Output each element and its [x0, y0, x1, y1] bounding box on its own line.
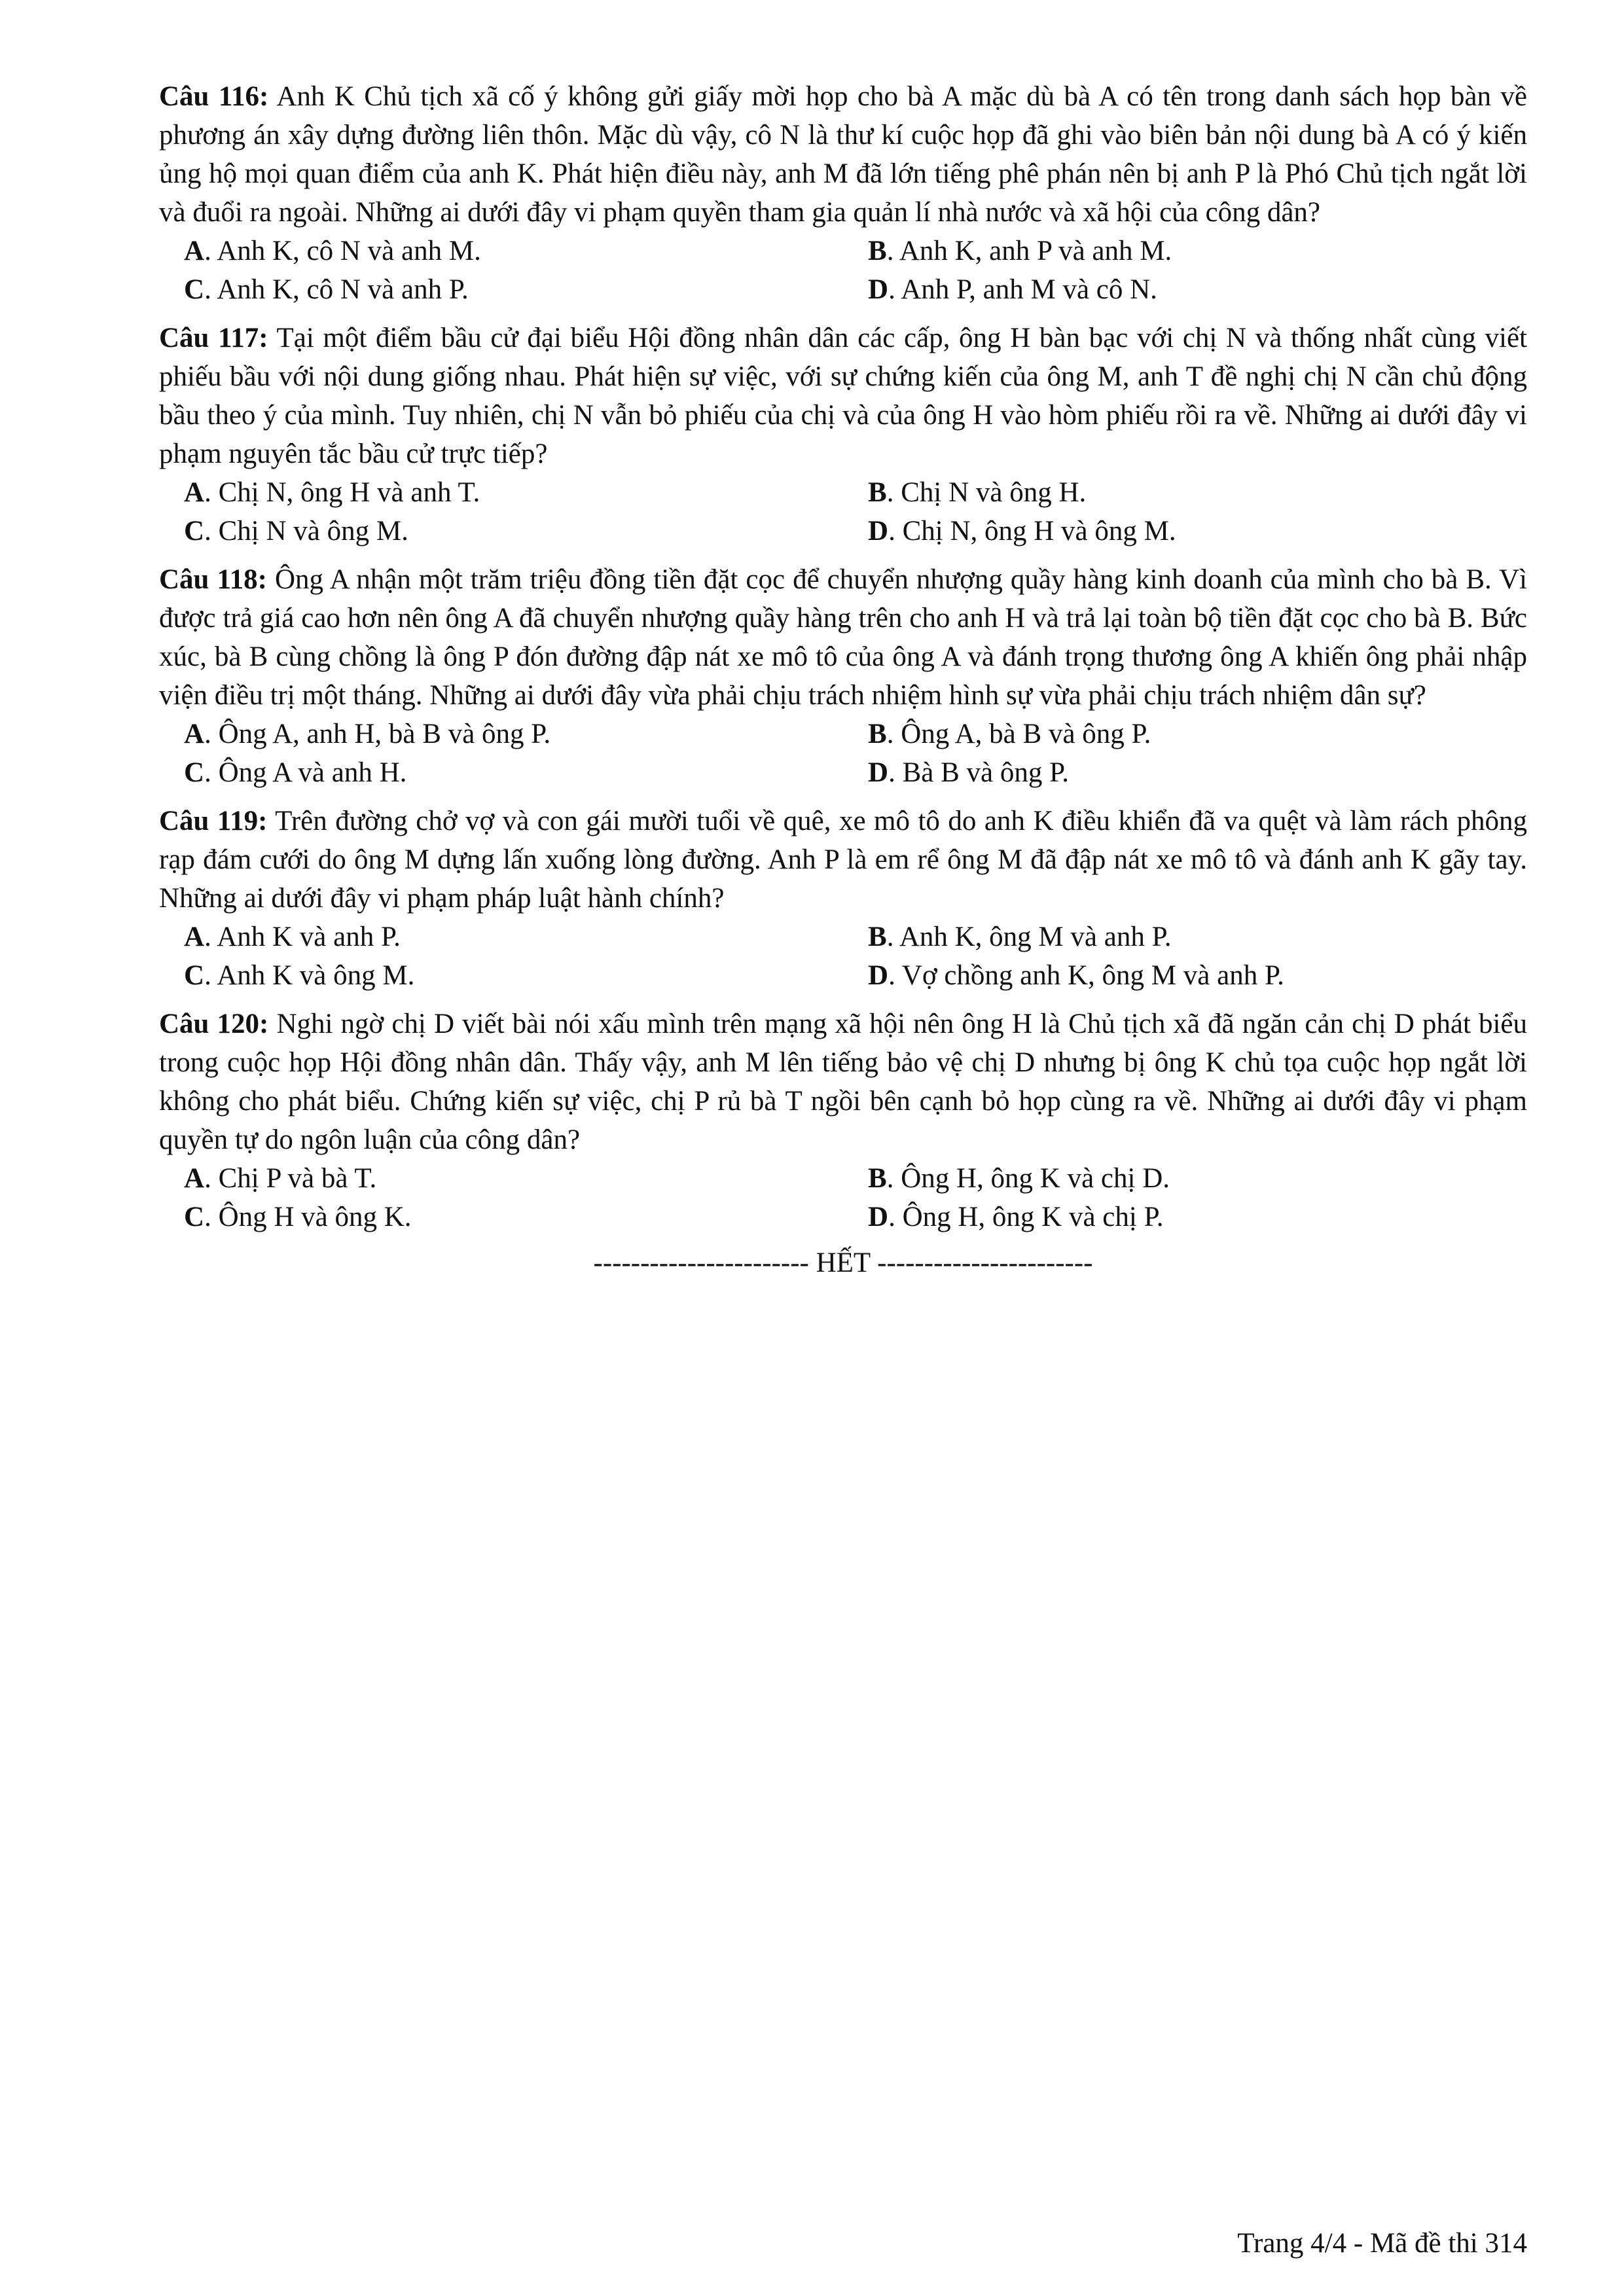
option-b	[868, 232, 1552, 270]
option-d	[868, 753, 1552, 792]
option-letter: C	[184, 960, 205, 991]
question-text: Ông A nhận một trăm triệu đồng tiền đặt cọc để chuyển nhượng quầy hàng kinh doanh của mình cho bà B. Vì được trả giá cao hơn nên ông A đã chuyển nhượng quầy hàng trên cho anh H và trả lại toàn bộ tiền đặt cọc cho bà B. Bức xúc, bà B cùng chồng là ông P đón đường đập nát xe mô tô của ông A và đánh trọng thương ông A khiến ông phải nhập viện điều trị một tháng. Những ai dưới đây vừa phải chịu trách nhiệm hình sự vừa phải chịu trách nhiệm dân sự?	[159, 564, 1528, 711]
question-117	[159, 319, 1527, 550]
option-letter: B	[868, 236, 887, 266]
option-letter: D	[868, 274, 889, 305]
option-letter: D	[868, 960, 889, 991]
option-text: . Ông H và ông K.	[204, 1202, 412, 1232]
option-a	[184, 473, 868, 512]
option-text: . Anh P, anh M và cô N.	[888, 274, 1157, 305]
answer-options	[184, 1159, 1527, 1236]
option-text: . Chị N, ông H và anh T.	[204, 477, 480, 508]
option-text: . Chị P và bà T.	[204, 1163, 377, 1194]
question-stem	[159, 1005, 1527, 1159]
option-letter: A	[184, 922, 205, 952]
question-number: Câu 117:	[159, 323, 268, 353]
question-number: Câu 118:	[159, 564, 267, 595]
option-letter: D	[868, 757, 889, 788]
option-text: . Anh K, cô N và anh P.	[204, 274, 469, 305]
question-text: Tại một điểm bầu cử đại biểu Hội đồng nhân dân các cấp, ông H bàn bạc với chị N và thống nhất cùng viết phiếu bầu với nội dung giống nhau. Phát hiện sự việc, với sự chứng kiến của ông M, anh T đề nghị chị N cần chủ động bầu theo ý của mình. Tuy nhiên, chị N vẫn bỏ phiếu của chị và của ông H vào hòm phiếu rồi ra về. Những ai dưới đây vi phạm nguyên tắc bầu cử trực tiếp?	[159, 323, 1527, 469]
question-118	[159, 560, 1527, 792]
exam-page	[159, 77, 1527, 1282]
option-b	[868, 918, 1552, 956]
option-a	[184, 918, 868, 956]
option-letter: D	[868, 516, 889, 547]
option-text: . Anh K, cô N và anh M.	[204, 236, 481, 266]
option-d	[868, 270, 1552, 309]
option-d	[868, 956, 1552, 995]
option-text: . Ông A, bà B và ông P.	[886, 719, 1151, 749]
question-stem	[159, 77, 1527, 232]
question-number: Câu 120:	[159, 1009, 269, 1039]
option-letter: A	[184, 1163, 205, 1194]
option-text: . Chị N, ông H và ông M.	[888, 516, 1176, 547]
option-letter: C	[184, 274, 205, 305]
option-text: . Chị N và ông H.	[886, 477, 1087, 508]
question-stem	[159, 560, 1527, 715]
answer-options	[184, 918, 1527, 995]
option-c	[184, 270, 868, 309]
answer-options	[184, 473, 1527, 550]
question-stem	[159, 319, 1527, 473]
option-c	[184, 956, 868, 995]
option-text: . Ông H, ông K và chị D.	[886, 1163, 1170, 1194]
option-c	[184, 753, 868, 792]
question-116	[159, 77, 1527, 309]
question-120	[159, 1005, 1527, 1236]
option-letter: A	[184, 719, 205, 749]
option-text: . Anh K, ông M và anh P.	[886, 922, 1172, 952]
option-a	[184, 715, 868, 753]
option-b	[868, 1159, 1552, 1198]
option-text: . Ông A và anh H.	[204, 757, 407, 788]
option-text: . Bà B và ông P.	[888, 757, 1069, 788]
page-footer: Trang 4/4 - Mã đề thi 314	[1237, 2228, 1527, 2259]
option-letter: B	[868, 1163, 887, 1194]
question-119	[159, 802, 1527, 995]
option-text: . Anh K và ông M.	[204, 960, 415, 991]
option-text: . Vợ chồng anh K, ông M và anh P.	[888, 960, 1284, 991]
option-c	[184, 512, 868, 550]
option-text: . Anh K và anh P.	[204, 922, 401, 952]
option-b	[868, 715, 1552, 753]
option-letter: D	[868, 1202, 889, 1232]
answer-options	[184, 715, 1527, 792]
option-a	[184, 1159, 868, 1198]
option-letter: B	[868, 922, 887, 952]
option-a	[184, 232, 868, 270]
question-stem	[159, 802, 1527, 918]
option-b	[868, 473, 1552, 512]
question-text: Anh K Chủ tịch xã cố ý không gửi giấy mời họp cho bà A mặc dù bà A có tên trong danh sách họp bàn về phương án xây dựng đường liên thôn. Mặc dù vậy, cô N là thư kí cuộc họp đã ghi vào biên bản nội dung bà A có ý kiến ủng hộ mọi quan điểm của anh K. Phát hiện điều này, anh M đã lớn tiếng phê phán nên bị anh P là Phó Chủ tịch ngắt lời và đuổi ra ngoài. Những ai dưới đây vi phạm quyền tham gia quản lí nhà nước và xã hội của công dân?	[159, 81, 1527, 228]
question-text: Trên đường chở vợ và con gái mười tuổi về quê, xe mô tô do anh K điều khiển đã va quệt và làm rách phông rạp đám cưới do ông M dựng lấn xuống lòng đường. Anh P là em rể ông M đã đập nát xe mô tô và đánh anh K gãy tay. Những ai dưới đây vi phạm pháp luật hành chính?	[159, 806, 1527, 914]
option-d	[868, 1198, 1552, 1236]
end-marker: ----------------------- HẾT -----------------------	[593, 1247, 1093, 1278]
option-letter: C	[184, 757, 205, 788]
option-d	[868, 512, 1552, 550]
option-letter: C	[184, 516, 205, 547]
option-letter: A	[184, 477, 205, 508]
answer-options	[184, 232, 1527, 309]
option-text: . Ông H, ông K và chị P.	[888, 1202, 1164, 1232]
option-text: . Ông A, anh H, bà B và ông P.	[204, 719, 551, 749]
option-letter: B	[868, 477, 887, 508]
option-letter: A	[184, 236, 205, 266]
question-number: Câu 116:	[159, 81, 269, 112]
option-c	[184, 1198, 868, 1236]
option-text: . Chị N và ông M.	[204, 516, 408, 547]
option-text: . Anh K, anh P và anh M.	[886, 236, 1172, 266]
question-number: Câu 119:	[159, 806, 268, 836]
question-text: Nghi ngờ chị D viết bài nói xấu mình trên mạng xã hội nên ông H là Chủ tịch xã đã ngăn cản chị D phát biểu trong cuộc họp Hội đồng nhân dân. Thấy vậy, anh M lên tiếng bảo vệ chị D nhưng bị ông K chủ tọa cuộc họp ngắt lời không cho phát biểu. Chứng kiến sự việc, chị P rủ bà T ngồi bên cạnh bỏ họp cùng ra về. Những ai dưới đây vi phạm quyền tự do ngôn luận của công dân?	[159, 1009, 1527, 1155]
option-letter: C	[184, 1202, 205, 1232]
option-letter: B	[868, 719, 887, 749]
